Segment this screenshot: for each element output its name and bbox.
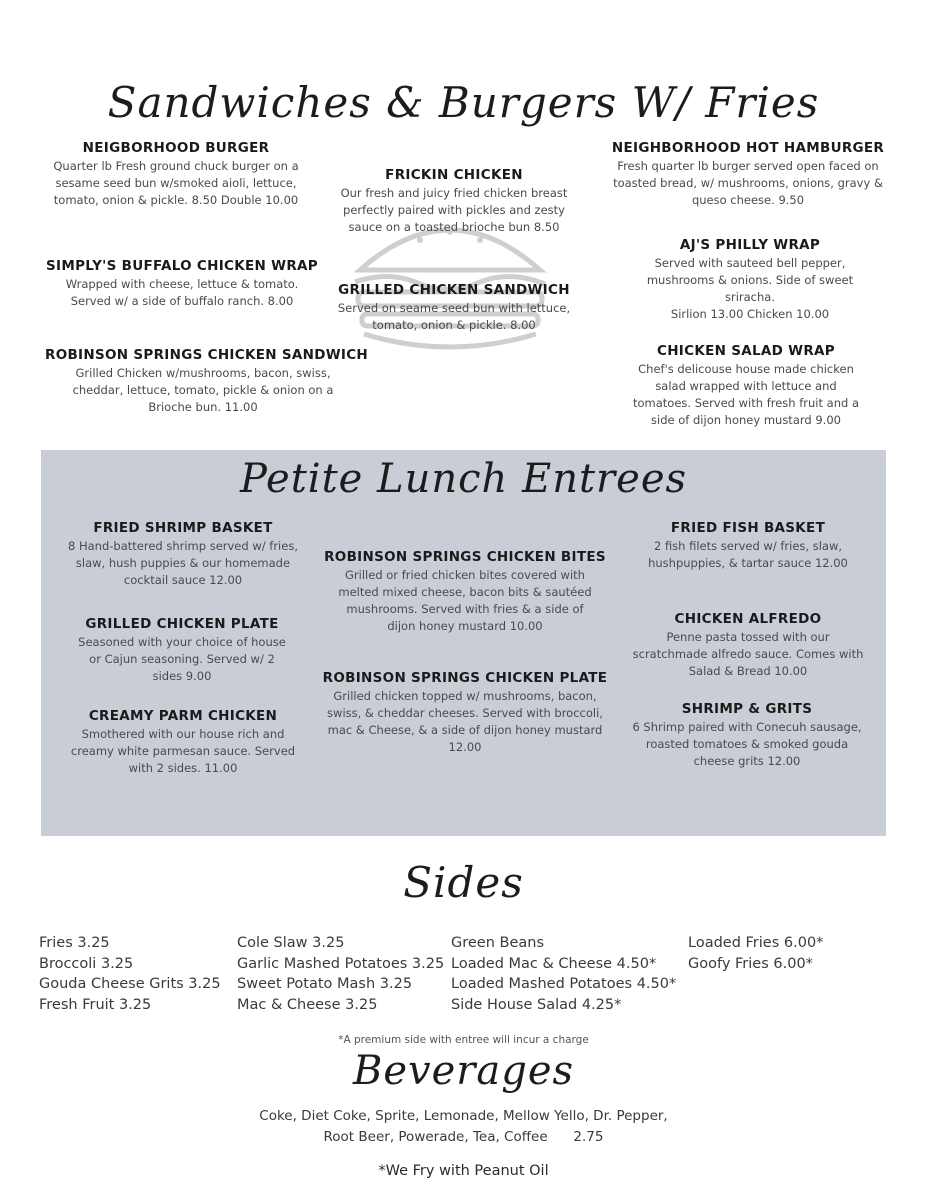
sides-column-1: [39, 933, 221, 1015]
side-item: Loaded Mashed Potatoes 4.50*: [451, 976, 677, 992]
side-item: Fries 3.25: [39, 935, 110, 951]
sides-column-3: [451, 933, 676, 1015]
item-name: ROBINSON SPRINGS CHICKEN BITES: [324, 549, 606, 565]
item-name: FRICKIN CHICKEN: [385, 167, 523, 183]
menu-item: [628, 343, 864, 429]
side-item: Goofy Fries 6.00*: [688, 955, 813, 972]
side-item: Loaded Fries 6.00*: [688, 935, 824, 951]
menu-item: [320, 670, 610, 756]
side-item: Green Beans: [451, 935, 545, 951]
item-name: CHICKEN ALFREDO: [674, 611, 822, 627]
menu-item: [632, 701, 862, 770]
menu-item: [46, 258, 318, 310]
side-item: Garlic Mashed Potatoes 3.25: [237, 955, 445, 972]
sides-column-4: [688, 933, 823, 974]
side-item: Mac & Cheese 3.25: [237, 996, 378, 1013]
menu-item: [46, 140, 306, 209]
side-item: Sweet Potato Mash 3.25: [237, 976, 413, 992]
side-item: Loaded Mac & Cheese 4.50*: [451, 955, 657, 972]
item-desc: Grilled or fried chicken bites covered with melted mixed cheese, bacon bits & sautéed mushrooms. Served with fries & a side of dijon honey mustard 10.00: [338, 568, 592, 633]
menu-item: [628, 520, 868, 572]
sides-column-2: [237, 933, 444, 1015]
sides-title: Sides: [403, 858, 524, 907]
side-item: Gouda Cheese Grits 3.25: [39, 976, 221, 992]
item-name: SHRIMP & GRITS: [681, 701, 813, 717]
beverages-line: Root Beer, Powerade, Tea, Coffee 2.75: [323, 1129, 604, 1145]
menu-item: [45, 347, 369, 416]
item-desc: Our fresh and juicy fried chicken breast perfectly paired with pickles and zesty sauce on a toasted brioche bun 8.50: [340, 186, 568, 234]
item-desc: Chef's delicouse house made chicken salad wrapped with lettuce and tomatoes. Served with fresh fruit and a side of dijon honey mustard 9.00: [632, 362, 859, 427]
menu-item: [607, 140, 889, 209]
beverages-list: [0, 1106, 927, 1148]
menu-item: [64, 708, 302, 777]
item-desc: Served on seame seed bun with lettuce, tomato, onion & pickle. 8.00: [337, 301, 571, 332]
menu-item: [334, 167, 574, 236]
item-desc: Smothered with our house rich and creamy white parmesan sauce. Served with 2 sides. 11.00: [70, 727, 296, 775]
menu-item: [334, 282, 574, 334]
item-name: NEIGBORHOOD BURGER: [82, 140, 270, 156]
item-name: FRIED SHRIMP BASKET: [93, 520, 273, 536]
item-desc: Quarter lb Fresh ground chuck burger on a sesame seed bun w/smoked aioli, lettuce, tomato, onion & pickle. 8.50 Double 10.00: [53, 159, 299, 207]
item-desc-price: Sirlion 13.00 Chicken 10.00: [670, 307, 830, 321]
menu-item: [630, 611, 866, 680]
item-name: CREAMY PARM CHICKEN: [88, 708, 278, 724]
item-name: NEIGHBORHOOD HOT HAMBURGER: [611, 140, 885, 156]
menu-item: [76, 616, 288, 685]
item-name: ROBINSON SPRINGS CHICKEN PLATE: [322, 670, 608, 686]
item-name: AJ'S PHILLY WRAP: [679, 237, 821, 253]
item-desc: 8 Hand-battered shrimp served w/ fries, slaw, hush puppies & our homemade cocktail sauce 12.00: [68, 539, 298, 587]
beverages-line: Coke, Diet Coke, Sprite, Lemonade, Mellow Yello, Dr. Pepper,: [259, 1108, 668, 1124]
side-item: Fresh Fruit 3.25: [39, 996, 152, 1013]
item-name: CHICKEN SALAD WRAP: [657, 343, 835, 359]
item-desc: Fresh quarter lb burger served open faced on toasted bread, w/ mushrooms, onions, gravy & queso cheese. 9.50: [613, 159, 883, 207]
petite-lunch-title: Petite Lunch Entrees: [239, 456, 688, 502]
side-item: Cole Slaw 3.25: [237, 935, 345, 951]
premium-side-note: *A premium side with entree will incur a charge: [338, 1034, 589, 1046]
peanut-oil-note: *We Fry with Peanut Oil: [378, 1163, 549, 1179]
menu-item: [640, 237, 860, 323]
sandwiches-title: Sandwiches & Burgers W/ Fries: [107, 78, 820, 127]
item-desc: Served with sauteed bell pepper, mushrooms & onions. Side of sweet sriracha.: [646, 256, 854, 304]
side-item: Side House Salad 4.25*: [451, 996, 622, 1013]
item-name: FRIED FISH BASKET: [670, 520, 826, 536]
item-name: ROBINSON SPRINGS CHICKEN SANDWICH: [45, 347, 369, 363]
item-desc: 2 fish filets served w/ fries, slaw, hushpuppies, & tartar sauce 12.00: [648, 539, 848, 570]
item-desc: Grilled Chicken w/mushrooms, bacon, swiss, cheddar, lettuce, tomato, pickle & onion on a Brioche bun. 11.00: [72, 366, 334, 414]
item-desc: Grilled chicken topped w/ mushrooms, bacon, swiss, & cheddar cheeses. Served with broccoli, mac & Cheese, & a side of dijon honey mustard 12.00: [327, 689, 603, 754]
item-name: GRILLED CHICKEN PLATE: [85, 616, 279, 632]
item-desc: Seasoned with your choice of house or Cajun seasoning. Served w/ 2 sides 9.00: [78, 635, 286, 683]
menu-item: [322, 549, 608, 635]
item-name: GRILLED CHICKEN SANDWICH: [338, 282, 570, 298]
item-desc: Wrapped with cheese, lettuce & tomato. Served w/ a side of buffalo ranch. 8.00: [65, 277, 299, 308]
item-desc: Penne pasta tossed with our scratchmade alfredo sauce. Comes with Salad & Bread 10.00: [632, 630, 864, 678]
item-name: SIMPLY'S BUFFALO CHICKEN WRAP: [46, 258, 318, 274]
item-desc: 6 Shrimp paired with Conecuh sausage, roasted tomatoes & smoked gouda cheese grits 12.00: [632, 720, 862, 768]
side-item: Broccoli 3.25: [39, 955, 134, 972]
beverages-title: Beverages: [352, 1048, 575, 1094]
menu-item: [66, 520, 300, 589]
